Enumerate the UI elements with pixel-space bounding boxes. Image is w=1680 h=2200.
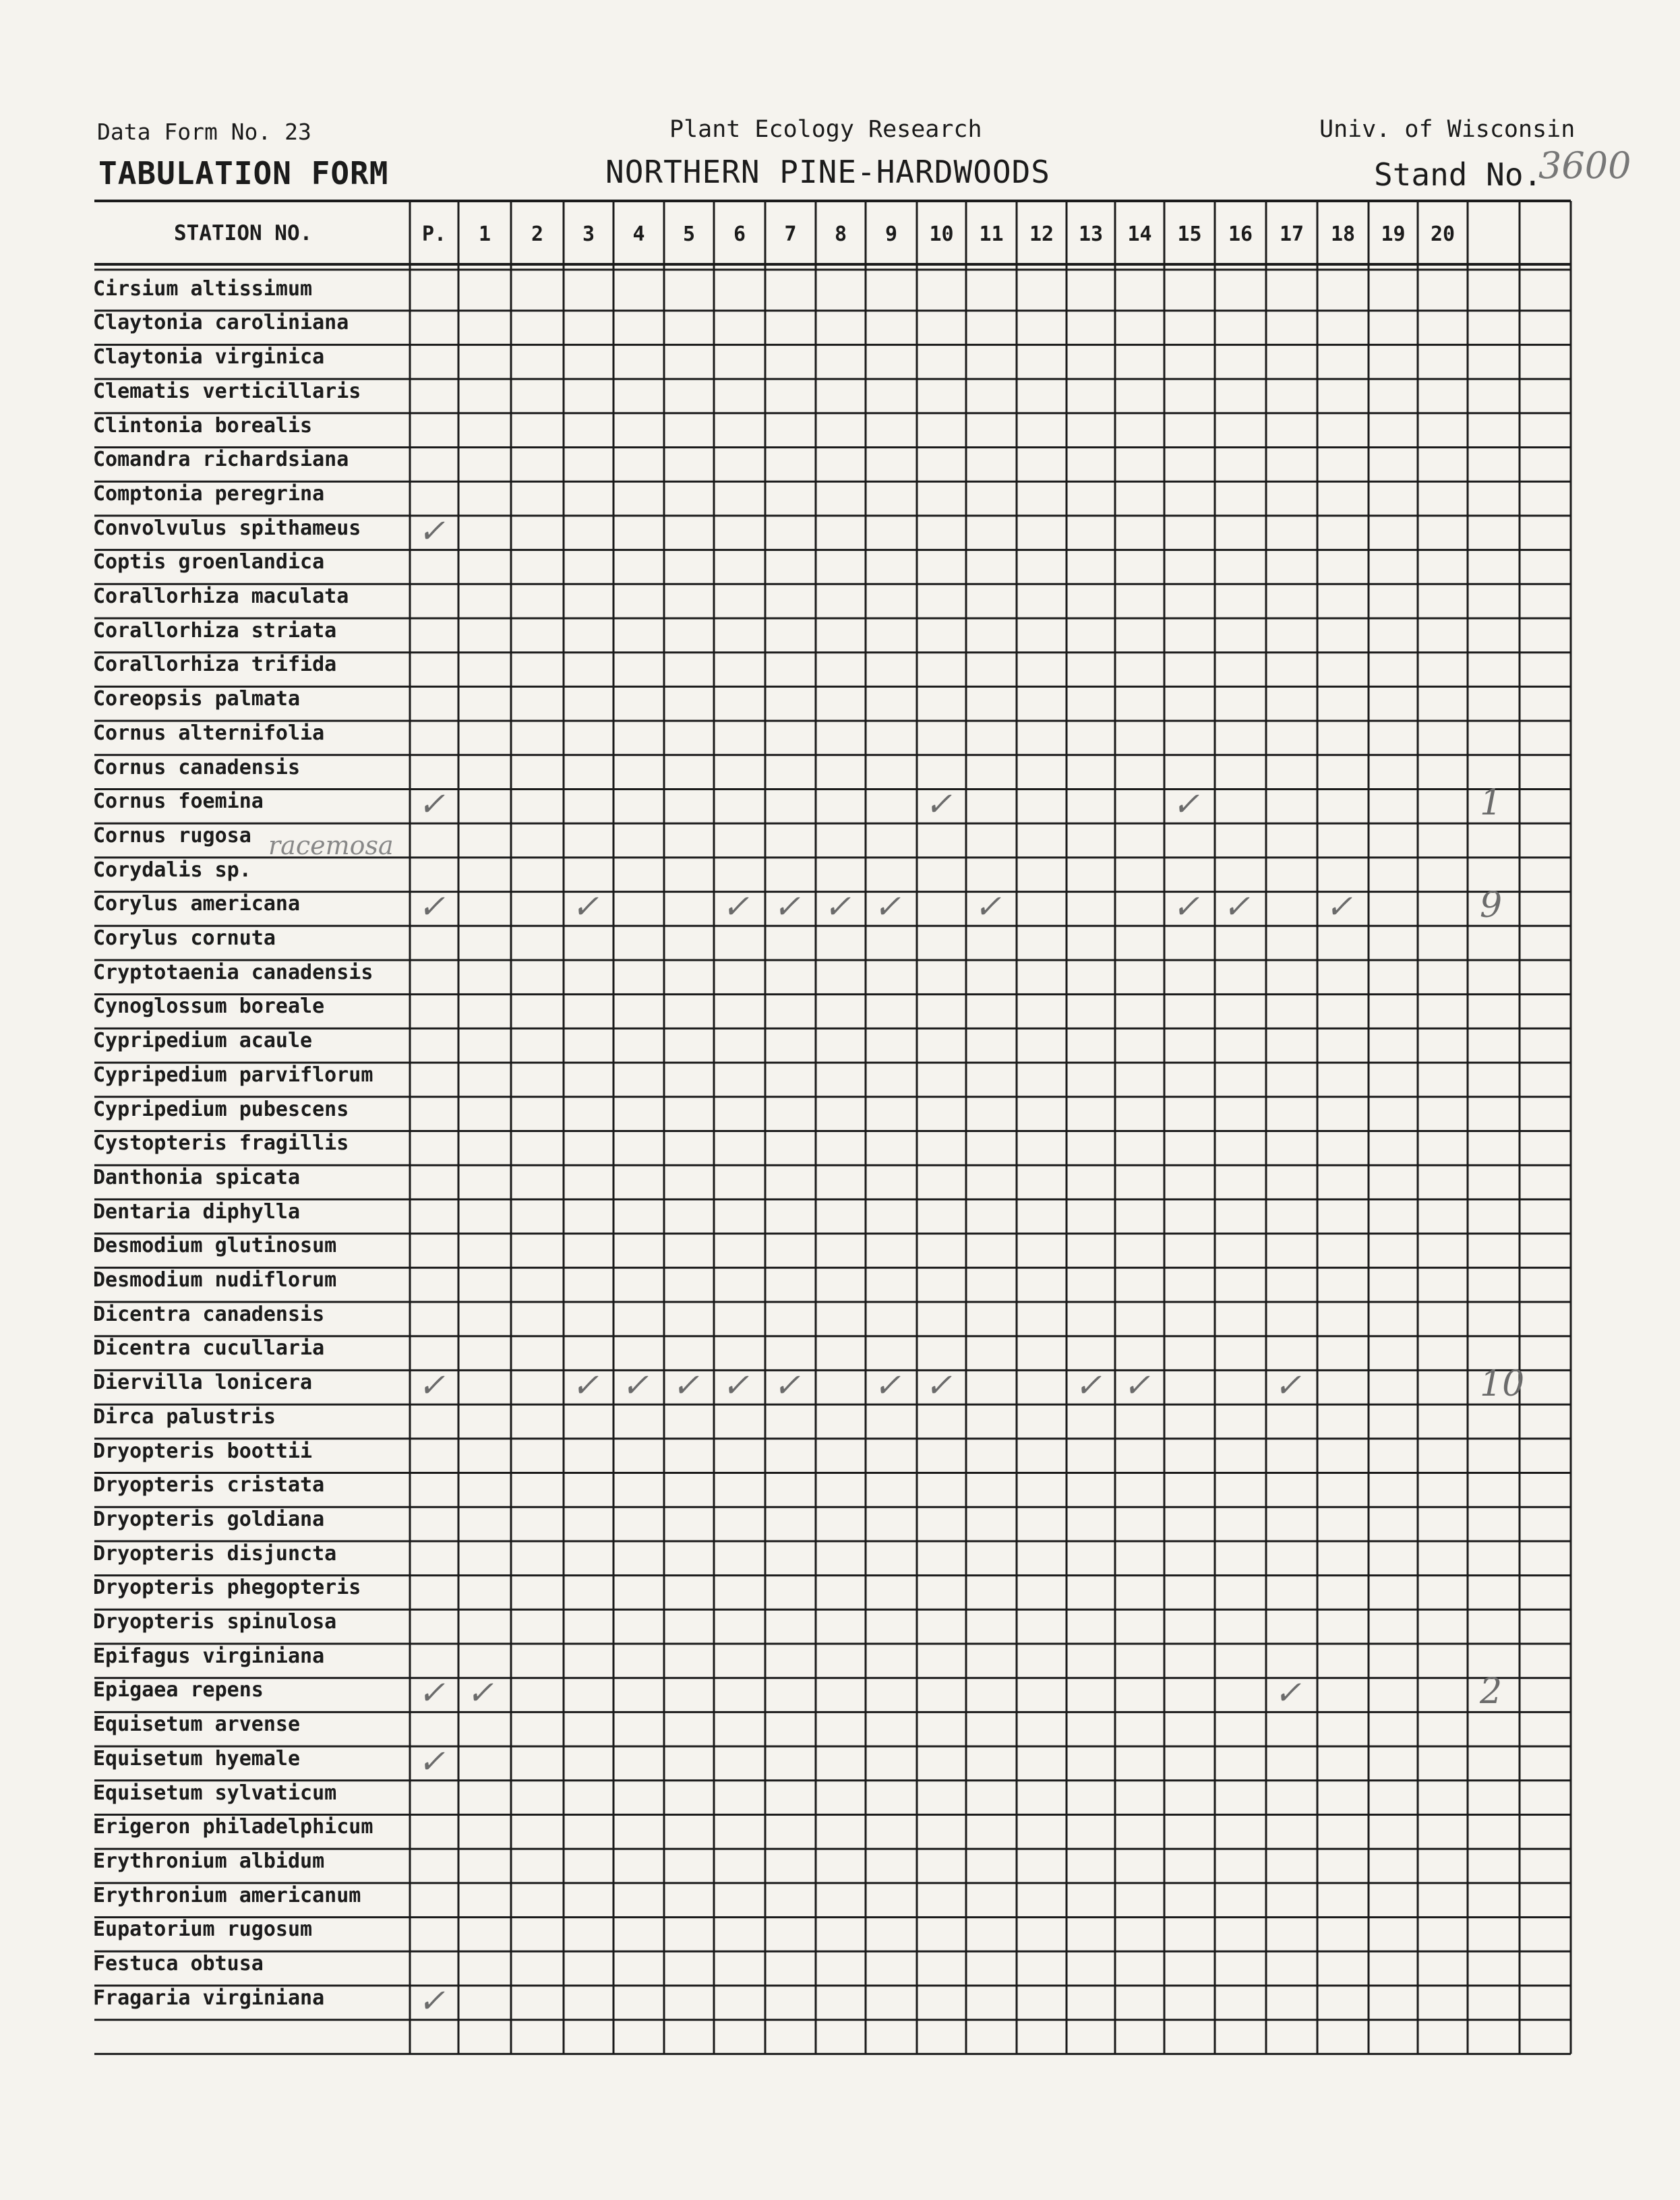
species-name: Cypripedium acaule [93, 1029, 313, 1053]
species-name: Cystopteris fragillis [93, 1131, 349, 1156]
check-mark: ✓ [1274, 1367, 1302, 1405]
species-name: Claytonia virginica [93, 345, 325, 369]
check-mark: ✓ [467, 1674, 494, 1713]
column-header-3: 3 [582, 222, 595, 246]
check-mark: ✓ [773, 1367, 801, 1405]
column-header-20: 20 [1430, 222, 1456, 246]
check-mark: ✓ [572, 888, 599, 926]
species-name: Cirsium altissimum [93, 276, 313, 301]
check-mark: ✓ [824, 888, 851, 926]
column-header-10: 10 [929, 222, 954, 246]
check-mark: ✓ [418, 888, 446, 926]
check-mark: ✓ [1172, 785, 1200, 824]
row-total: 2 [1480, 1671, 1503, 1713]
species-name: Cornus alternifolia [93, 721, 325, 745]
check-mark: ✓ [1223, 888, 1251, 926]
check-mark: ✓ [925, 785, 953, 824]
check-mark: ✓ [418, 785, 446, 824]
column-header-9: 9 [884, 222, 898, 246]
check-mark: ✓ [874, 1367, 901, 1405]
species-name: Erythronium albidum [93, 1849, 325, 1873]
column-header-13: 13 [1078, 222, 1104, 246]
species-name: Cornus rugosa [93, 823, 251, 848]
species-name: Coptis groenlandica [93, 550, 325, 574]
species-name: Convolvulus spithameus [93, 516, 361, 540]
form-title: TABULATION FORM [98, 155, 389, 191]
species-name: Erigeron philadelphicum [93, 1815, 373, 1839]
check-mark: ✓ [1325, 888, 1353, 926]
station-no-label: STATION NO. [174, 221, 313, 245]
row-total: 9 [1480, 885, 1503, 926]
species-name: Dryopteris boottii [93, 1439, 313, 1463]
check-mark: ✓ [1123, 1367, 1151, 1405]
check-mark: ✓ [418, 1982, 446, 2020]
check-mark: ✓ [418, 1367, 446, 1405]
check-mark: ✓ [773, 888, 801, 926]
species-name: Cypripedium pubescens [93, 1097, 349, 1121]
column-header-12: 12 [1029, 222, 1054, 246]
species-name: Coreopsis palmata [93, 687, 301, 711]
species-name: Cypripedium parviflorum [93, 1063, 373, 1087]
check-mark: ✓ [974, 888, 1002, 926]
check-mark: ✓ [418, 1674, 446, 1713]
species-name: Fragaria virginiana [93, 1986, 325, 2010]
species-name: Erythronium americanum [93, 1883, 361, 1907]
column-header-17: 17 [1279, 222, 1304, 246]
column-header-8: 8 [834, 222, 847, 246]
species-name: Epifagus virginiana [93, 1644, 325, 1668]
species-name: Equisetum sylvaticum [93, 1781, 337, 1805]
forest-type: NORTHERN PINE-HARDWOODS [605, 154, 1050, 190]
check-mark: ✓ [622, 1367, 649, 1405]
species-name: Dryopteris cristata [93, 1473, 325, 1497]
species-name: Comandra richardsiana [93, 448, 349, 472]
species-name: Corallorhiza trifida [93, 653, 337, 677]
handwritten-note: racemosa [268, 831, 394, 860]
species-name: Cornus canadensis [93, 755, 301, 779]
species-name: Equisetum hyemale [93, 1746, 301, 1771]
column-header-p: P. [421, 222, 447, 246]
species-name: Dryopteris spinulosa [93, 1610, 337, 1634]
species-name: Corallorhiza striata [93, 618, 337, 643]
column-header-7: 7 [784, 222, 797, 246]
species-name: Corydalis sp. [93, 858, 251, 882]
check-mark: ✓ [672, 1367, 700, 1405]
check-mark: ✓ [722, 1367, 750, 1405]
column-header-5: 5 [682, 222, 696, 246]
column-header-14: 14 [1127, 222, 1152, 246]
species-name: Dryopteris goldiana [93, 1507, 325, 1531]
check-mark: ✓ [925, 1367, 953, 1405]
row-total: 10 [1480, 1364, 1525, 1405]
species-name: Dryopteris phegopteris [93, 1576, 361, 1600]
column-header-19: 19 [1381, 222, 1406, 246]
column-header-4: 4 [632, 222, 645, 246]
institution: Univ. of Wisconsin [1319, 116, 1576, 143]
species-name: Corallorhiza maculata [93, 585, 349, 608]
column-header-18: 18 [1330, 222, 1356, 246]
species-name: Epigaea repens [93, 1678, 264, 1702]
check-mark: ✓ [1075, 1367, 1102, 1405]
species-name: Clematis verticillaris [93, 379, 361, 403]
row-total: 1 [1480, 783, 1503, 824]
species-name: Desmodium glutinosum [93, 1234, 337, 1258]
species-name: Cornus foemina [93, 790, 264, 814]
column-header-6: 6 [733, 222, 746, 246]
check-mark: ✓ [418, 1742, 446, 1781]
species-name: Claytonia caroliniana [93, 311, 349, 335]
species-name: Festuca obtusa [93, 1952, 264, 1975]
species-name: Desmodium nudiflorum [93, 1268, 337, 1292]
species-name: Dryopteris disjuncta [93, 1541, 337, 1566]
species-name: Dentaria diphylla [93, 1199, 301, 1224]
lab-name: Plant Ecology Research [669, 116, 982, 143]
species-name: Clintonia borealis [93, 413, 313, 438]
check-mark: ✓ [572, 1367, 599, 1405]
species-name: Dicentra canadensis [93, 1302, 325, 1326]
species-name: Corylus cornuta [93, 926, 276, 950]
species-name: Eupatorium rugosum [93, 1917, 313, 1942]
stand-number-handwritten: 3600 [1538, 144, 1631, 187]
column-header-15: 15 [1177, 222, 1202, 246]
species-name: Diervilla lonicera [93, 1371, 313, 1395]
check-mark: ✓ [874, 888, 901, 926]
species-name: Corylus americana [93, 892, 301, 916]
species-name: Comptonia peregrina [93, 481, 325, 506]
species-name: Cynoglossum boreale [93, 994, 325, 1019]
column-header-2: 2 [531, 222, 544, 246]
check-mark: ✓ [1172, 888, 1200, 926]
stand-label: Stand No. [1374, 156, 1542, 193]
check-mark: ✓ [722, 888, 750, 926]
column-header-11: 11 [979, 222, 1004, 246]
column-header-1: 1 [478, 222, 491, 246]
check-mark: ✓ [1274, 1674, 1302, 1713]
form-number: Data Form No. 23 [97, 119, 311, 145]
species-name: Dirca palustris [93, 1404, 276, 1429]
species-name: Cryptotaenia canadensis [93, 960, 373, 984]
check-mark: ✓ [418, 512, 446, 550]
species-name: Equisetum arvense [93, 1713, 301, 1737]
species-name: Danthonia spicata [93, 1165, 301, 1189]
species-name: Dicentra cucullaria [93, 1336, 325, 1361]
column-header-16: 16 [1228, 222, 1253, 246]
